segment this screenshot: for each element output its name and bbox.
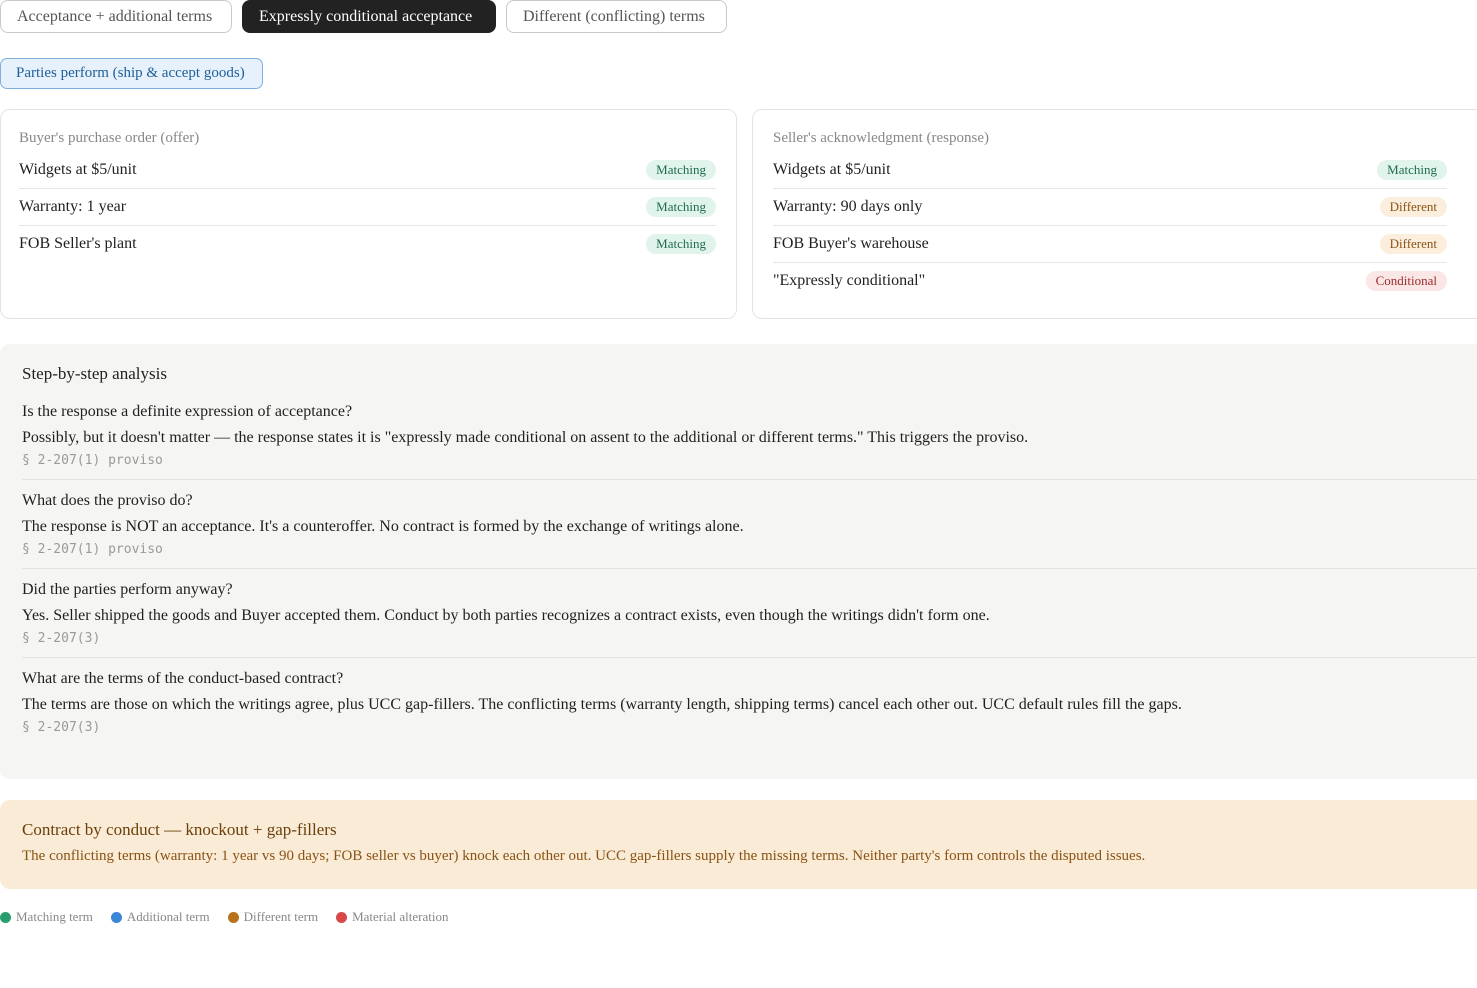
step-by-step-analysis-panel [0, 344, 1477, 779]
term-row [19, 152, 716, 189]
status-badge: Matching [646, 197, 716, 217]
step-answer: Possibly, but it doesn't matter — the response states it is "expressly made conditional on assent to the additional or different terms." This triggers the proviso. [22, 429, 1029, 446]
analysis-step [22, 581, 1477, 658]
step-citation: § 2-207(1) proviso [22, 542, 163, 557]
status-badge: Conditional [1366, 271, 1447, 291]
term-label: Widgets at $5/unit [773, 161, 891, 178]
material-alteration-dot-icon [336, 912, 347, 923]
step-answer: The terms are those on which the writings agree, plus UCC gap-fillers. The conflicting terms (warranty length, shipping terms) cancel each other out. UCC default rules fill the gaps. [22, 696, 1182, 713]
step-citation: § 2-207(3) [22, 631, 101, 646]
status-badge: Different [1380, 234, 1447, 254]
status-badge: Matching [646, 234, 716, 254]
status-badge: Different [1380, 197, 1447, 217]
legend-label: Material alteration [352, 909, 449, 924]
term-row [773, 152, 1447, 189]
analysis-title: Step-by-step analysis [22, 364, 167, 383]
legend-label: Matching term [16, 909, 93, 924]
term-row [773, 263, 1447, 299]
card-title: Buyer's purchase order (offer) [19, 130, 200, 146]
status-badge: Matching [1377, 160, 1447, 180]
legend-label: Different term [243, 909, 319, 924]
term-row [19, 189, 716, 226]
step-answer: The response is NOT an acceptance. It's a counteroffer. No contract is formed by the exchange of writings alone. [22, 518, 744, 535]
term-row [773, 226, 1447, 263]
buyer-purchase-order-card [0, 109, 737, 319]
legend-label: Additional term [126, 909, 210, 924]
analysis-step [22, 670, 1477, 746]
legend [0, 909, 448, 925]
step-answer: Yes. Seller shipped the goods and Buyer accepted them. Conduct by both parties recognizes a contract exists, even though the writings didn't form one. [22, 607, 990, 624]
term-label: "Expressly conditional" [773, 272, 926, 289]
term-label: FOB Seller's plant [19, 235, 137, 252]
step-citation: § 2-207(3) [22, 720, 101, 735]
step-question: What are the terms of the conduct-based contract? [22, 670, 344, 687]
result-title: Contract by conduct — knockout + gap-fillers [22, 820, 337, 839]
step-question: Did the parties perform anyway? [22, 581, 233, 598]
additional-dot-icon [111, 912, 122, 923]
step-question: What does the proviso do? [22, 492, 193, 509]
term-row [773, 189, 1447, 226]
term-row [19, 226, 716, 262]
analysis-step [22, 403, 1477, 480]
legend-item-matching [0, 909, 93, 925]
matching-dot-icon [0, 912, 11, 923]
term-label: Widgets at $5/unit [19, 161, 137, 178]
parties-perform-toggle[interactable]: Parties perform (ship & accept goods) [0, 58, 263, 89]
term-label: Warranty: 90 days only [773, 198, 923, 215]
legend-item-additional [111, 909, 210, 925]
legend-item-material-alteration [336, 909, 448, 925]
legend-item-different [228, 909, 318, 925]
scenario-tabs [0, 0, 727, 33]
tab-expressly-conditional-acceptance[interactable]: Expressly conditional acceptance [242, 0, 496, 33]
analysis-step [22, 492, 1477, 569]
term-label: Warranty: 1 year [19, 198, 127, 215]
result-text: The conflicting terms (warranty: 1 year vs 90 days; FOB seller vs buyer) knock each other out. UCC gap-fillers supply the missing terms. Neither party's form controls the disputed issues. [22, 848, 1146, 864]
step-question: Is the response a definite expression of acceptance? [22, 403, 353, 420]
tab-different-conflicting-terms[interactable]: Different (conflicting) terms [506, 0, 727, 33]
tab-acceptance-additional-terms[interactable]: Acceptance + additional terms [0, 0, 232, 33]
different-dot-icon [228, 912, 239, 923]
step-citation: § 2-207(1) proviso [22, 453, 163, 468]
seller-acknowledgment-card [752, 109, 1477, 319]
card-title: Seller's acknowledgment (response) [773, 130, 989, 146]
term-label: FOB Buyer's warehouse [773, 235, 929, 252]
result-panel [0, 800, 1477, 889]
status-badge: Matching [646, 160, 716, 180]
